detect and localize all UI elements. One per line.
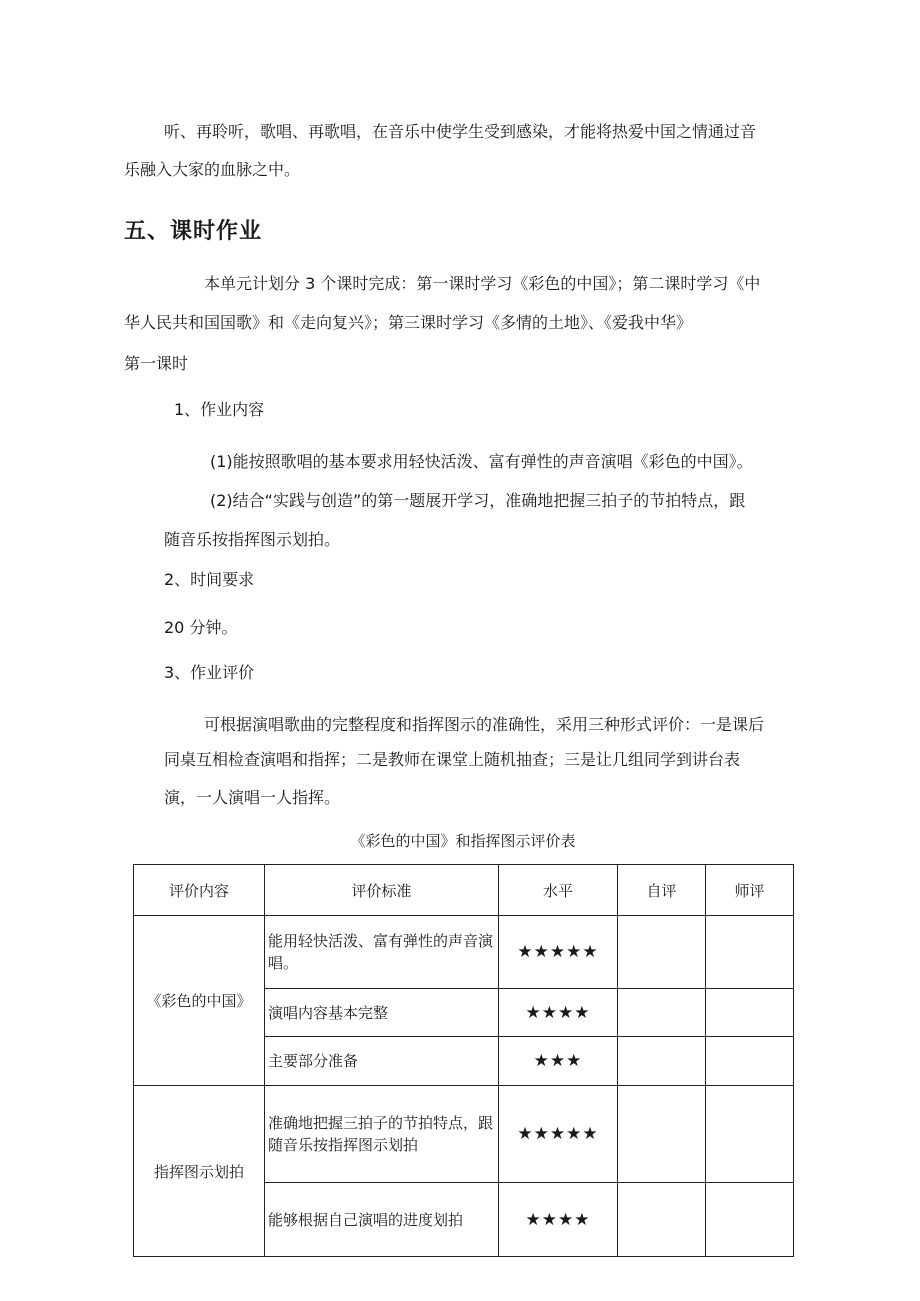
- intro-line-2: 乐融入大家的血脉之中。: [124, 160, 301, 179]
- item1-title: 1、作业内容: [174, 400, 265, 419]
- header-criterion: 评价标准: [265, 865, 499, 916]
- teacher-eval-cell: [706, 1037, 794, 1086]
- item1-point-2-line-1: (2)结合“实践与创造”的第一题展开学习，准确地把握三拍子的节拍特点，跟: [210, 491, 746, 510]
- group-content: 指挥图示划拍: [134, 1086, 265, 1257]
- lesson-label: 第一课时: [124, 354, 189, 373]
- level-stars: ★★★★★: [499, 916, 618, 989]
- teacher-eval-cell: [706, 916, 794, 989]
- item3-line-1: 可根据演唱歌曲的完整程度和指挥图示的准确性，采用三种形式评价：一是课后: [204, 715, 765, 734]
- table-row: [134, 1086, 794, 1183]
- item3-line-3: 演，一人演唱一人指挥。: [164, 788, 341, 807]
- criterion-cell: 主要部分准备: [265, 1037, 499, 1086]
- level-stars: ★★★: [499, 1037, 618, 1086]
- plan-line-2: 华人民共和国国歌》和《走向复兴》；第三课时学习《多情的土地》、《爱我中华》: [124, 313, 693, 332]
- section-heading: 五、课时作业: [124, 219, 263, 244]
- level-stars: ★★★★: [499, 1183, 618, 1257]
- table-header-row: [134, 865, 794, 916]
- item3-line-2: 同桌互相检查演唱和指挥；二是教师在课堂上随机抽查；三是让几组同学到讲台表: [164, 750, 741, 769]
- header-self-eval: 自评: [618, 865, 706, 916]
- item3-title: 3、作业评价: [164, 663, 255, 682]
- table-row: [134, 916, 794, 989]
- teacher-eval-cell: [706, 989, 794, 1037]
- self-eval-cell: [618, 916, 706, 989]
- criterion-cell: 准确地把握三拍子的节拍特点，跟随音乐按指挥图示划拍: [265, 1086, 499, 1183]
- table-caption: 《彩色的中国》和指挥图示评价表: [350, 832, 576, 850]
- self-eval-cell: [618, 1086, 706, 1183]
- item2-title: 2、时间要求: [164, 570, 255, 589]
- criterion-cell: 演唱内容基本完整: [265, 989, 499, 1037]
- level-stars: ★★★★: [499, 989, 618, 1037]
- teacher-eval-cell: [706, 1183, 794, 1257]
- teacher-eval-cell: [706, 1086, 794, 1183]
- self-eval-cell: [618, 1183, 706, 1257]
- header-level: 水平: [499, 865, 618, 916]
- criterion-cell: 能用轻快活泼、富有弹性的声音演唱。: [265, 916, 499, 989]
- self-eval-cell: [618, 989, 706, 1037]
- item1-point-2-line-2: 随音乐按指挥图示划拍。: [164, 530, 341, 549]
- intro-line-1: 听、再聆听，歌唱、再歌唱，在音乐中使学生受到感染，才能将热爱中国之情通过音: [164, 122, 757, 141]
- level-stars: ★★★★★: [499, 1086, 618, 1183]
- plan-line-1: 本单元计划分 3 个课时完成：第一课时学习《彩色的中国》；第二课时学习《中: [204, 274, 761, 293]
- item2-value: 20 分钟。: [164, 618, 238, 637]
- evaluation-table: [133, 864, 794, 1257]
- header-content: 评价内容: [134, 865, 265, 916]
- header-teacher-eval: 师评: [706, 865, 794, 916]
- item1-point-1: (1)能按照歌唱的基本要求用轻快活泼、富有弹性的声音演唱《彩色的中国》。: [210, 452, 753, 471]
- criterion-cell: 能够根据自己演唱的进度划拍: [265, 1183, 499, 1257]
- self-eval-cell: [618, 1037, 706, 1086]
- group-content: 《彩色的中国》: [134, 916, 265, 1086]
